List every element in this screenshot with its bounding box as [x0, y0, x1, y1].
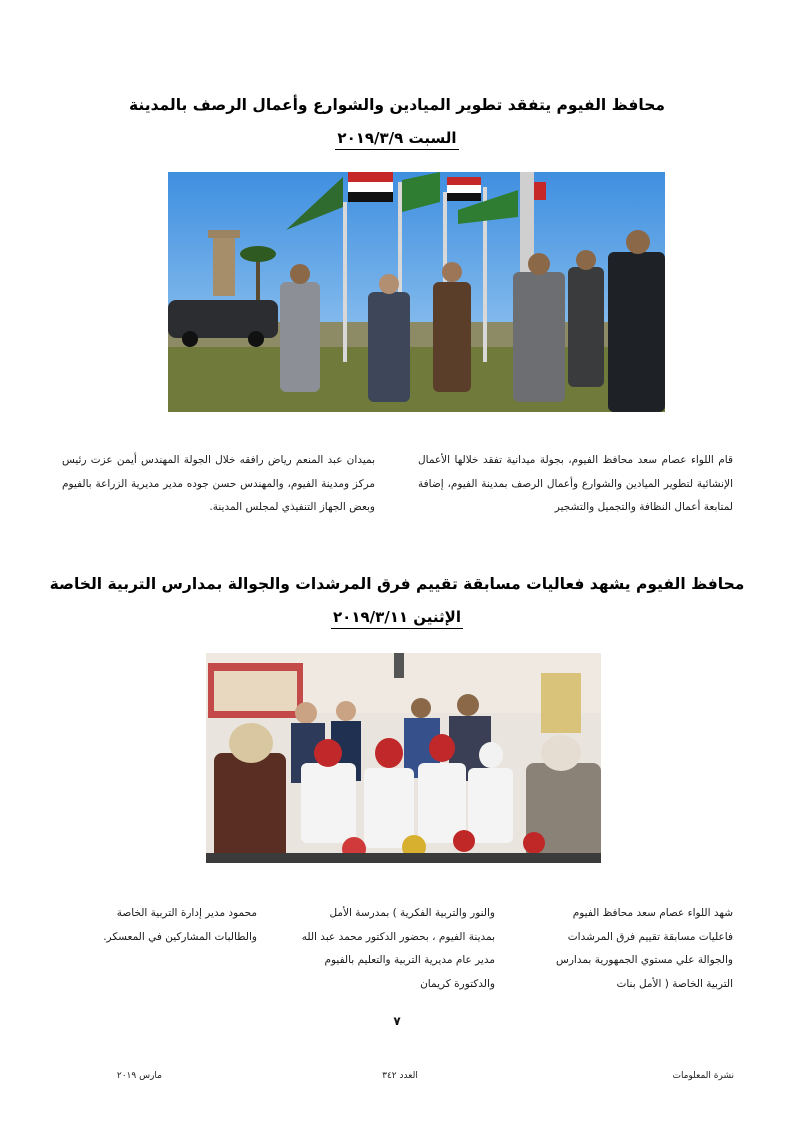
footer-issue-number: العدد ٣٤٢ — [382, 1071, 418, 1081]
article2-date: الإثنين ٢٠١٩/٣/١١ — [0, 608, 794, 626]
page-number: ٧ — [393, 1014, 401, 1028]
article1-photo — [168, 172, 665, 412]
article1-date: السبت ٢٠١٩/٣/٩ — [0, 129, 794, 147]
article2-column-left: محمود مدير إدارة التربية الخاصة والطالبات المشاركين في المعسكر. — [103, 907, 257, 943]
footer-publication-name: نشرة المعلومات — [672, 1071, 734, 1081]
article2-title: محافظ الفيوم يشهد فعاليات مسابقة تقييم فرق المرشدات والجوالة بمدارس التربية الخاصة — [49, 575, 745, 593]
article2-column-right: شهد اللواء عصام سعد محافظ الفيوم فاعليات مسابقة تقييم فرق المرشدات والجوالة علي مستوي الجمهورية بمدارس التربية الخاصة ( الأمل بنات — [556, 907, 733, 990]
article1-column-right: قام اللواء عصام سعد محافظ الفيوم، بجولة ميدانية تفقد خلالها الأعمال الإنشائية لتطوير الميادين والشوارع وأعمال الرصف بمدينة الفيوم، إضافة لمتابعة أعمال النظافة والتجميل والتشجير — [418, 454, 733, 513]
article2-column-middle: والنور والتربية الفكرية ) بمدرسة الأمل بمدينة الفيوم ، بحضور الدكتور محمد عبد الله مدير عام مديرية التربية والتعليم بالفيوم والدكتورة كريمان — [301, 907, 495, 990]
article2-photo — [206, 653, 601, 863]
article1-title: محافظ الفيوم يتفقد تطوير الميادين والشوارع وأعمال الرصف بالمدينة — [129, 96, 665, 114]
article1-column-left: بميدان عبد المنعم رياض رافقه خلال الجولة المهندس أيمن عزت رئيس مركز ومدينة الفيوم، والمهندس حسن جوده مدير مديرية الزراعة بالفيوم وبعض الجهاز التنفيذي لمجلس المدينة. — [62, 454, 375, 513]
footer-date: مارس ٢٠١٩ — [116, 1071, 162, 1081]
